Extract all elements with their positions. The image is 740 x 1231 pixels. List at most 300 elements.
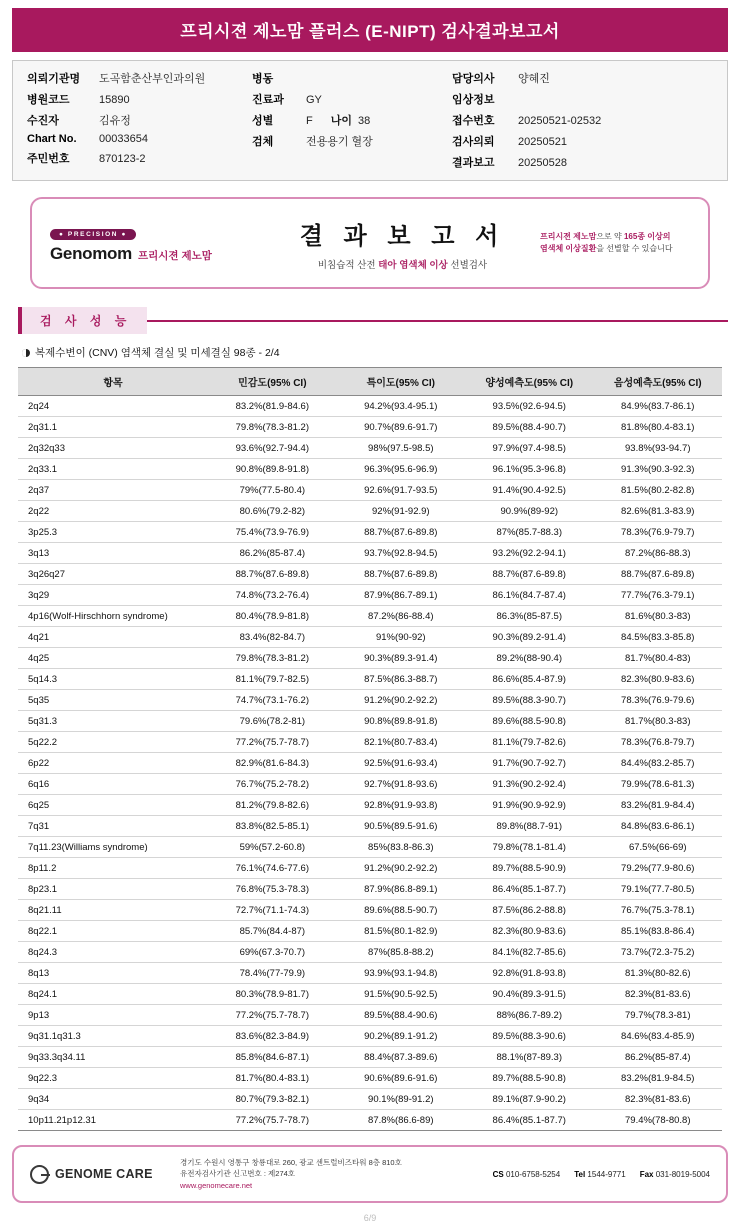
table-cell-item: 6q16 [18,774,208,795]
table-cell-value: 84.4%(83.2-85.7) [593,753,722,774]
table-cell-value: 80.6%(79.2-82) [208,501,336,522]
table-cell-value: 93.2%(92.2-94.1) [465,543,593,564]
table-cell-value: 76.7%(75.3-78.1) [593,900,722,921]
table-cell-value: 87.5%(86.2-88.8) [465,900,593,921]
info-row [27,91,252,107]
table-cell-value: 69%(67.3-70.7) [208,942,336,963]
table-cell-value: 79%(77.5-80.4) [208,480,336,501]
info-row [452,91,713,107]
table-cell-value: 87.9%(86.7-89.1) [337,585,465,606]
info-value: 15890 [99,94,130,106]
table-cell-value: 93.8%(93-94.7) [593,438,722,459]
info-value: GY [306,94,322,106]
table-row [18,1110,722,1131]
table-cell-value: 76.1%(74.6-77.6) [208,858,336,879]
table-row [18,501,722,522]
table-cell-value: 89.2%(88-90.4) [465,648,593,669]
table-cell-item: 8q13 [18,963,208,984]
report-page [0,8,740,1231]
table-cell-value: 79.8%(78.3-81.2) [208,648,336,669]
page-number: 6/9 [363,1213,377,1223]
table-row [18,459,722,480]
table-row [18,942,722,963]
table-cell-value: 88.7%(87.6-89.8) [465,564,593,585]
table-cell-value: 98%(97.5-98.5) [337,438,465,459]
table-cell-value: 78.3%(76.9-79.6) [593,690,722,711]
info-row [27,70,252,86]
table-cell-value: 81.7%(80.4-83.1) [208,1068,336,1089]
table-row [18,1089,722,1110]
table-cell-value: 74.8%(73.2-76.4) [208,585,336,606]
table-cell-value: 90.3%(89.2-91.4) [465,627,593,648]
info-row [452,154,713,170]
patient-info-panel [12,60,728,181]
table-cell-value: 85.1%(83.8-86.4) [593,921,722,942]
info-label: 수진자 [27,115,59,127]
table-cell-value: 94.2%(93.4-95.1) [337,396,465,417]
table-cell-value: 88%(86.7-89.2) [465,1005,593,1026]
table-cell-value: 90.2%(89.1-91.2) [337,1026,465,1047]
table-cell-value: 92.8%(91.8-93.8) [465,963,593,984]
table-cell-value: 93.7%(92.8-94.5) [337,543,465,564]
table-cell-value: 91.3%(90.2-92.4) [465,774,593,795]
info-label-age: 나이 [330,115,352,127]
table-cell-item: 4p16(Wolf-Hirschhorn syndrome) [18,606,208,627]
table-cell-value: 90.1%(89-91.2) [337,1089,465,1110]
table-cell-value: 88.7%(87.6-89.8) [208,564,336,585]
genome-care-name: GENOME CARE [55,1167,153,1181]
table-row [18,417,722,438]
table-cell-value: 81.1%(79.7-82.5) [208,669,336,690]
table-cell-value: 87.2%(86-88.3) [593,543,722,564]
table-row [18,984,722,1005]
table-cell-value: 92%(91-92.9) [337,501,465,522]
table-cell-item: 4q25 [18,648,208,669]
table-cell-item: 6q25 [18,795,208,816]
table-cell-value: 90.7%(89.6-91.7) [337,417,465,438]
table-cell-value: 67.5%(66-69) [593,837,722,858]
table-cell-value: 82.6%(81.3-83.9) [593,501,722,522]
table-cell-value: 88.4%(87.3-89.6) [337,1047,465,1068]
info-row [27,112,252,128]
table-cell-value: 88.7%(87.6-89.8) [337,564,465,585]
info-row [452,112,713,128]
patient-info-col-2 [252,70,452,170]
table-cell-value: 89.5%(88.3-90.7) [465,690,593,711]
table-cell-value: 86.2%(85-87.4) [208,543,336,564]
table-cell-item: 2q32q33 [18,438,208,459]
column-header-npv: 음성예측도(95% CI) [593,368,722,396]
table-cell-value: 87.2%(86-88.4) [337,606,465,627]
report-note-text-2: 을 선별할 수 있습니다 [596,244,673,253]
table-cell-value: 82.3%(80.9-83.6) [593,669,722,690]
footer-panel [12,1145,728,1203]
table-cell-item: 4q21 [18,627,208,648]
info-value: 00033654 [99,133,148,145]
info-value: F [306,115,313,127]
table-cell-value: 76.8%(75.3-78.3) [208,879,336,900]
table-cell-value: 75.4%(73.9-76.9) [208,522,336,543]
report-note-brand: 프리시젼 제노맘 [540,232,597,241]
info-value: 김유정 [99,115,131,127]
info-label: 검체 [252,136,274,148]
info-label: Chart No. [27,133,77,145]
table-cell-value: 90.4%(89.3-91.5) [465,984,593,1005]
table-cell-value: 87%(85.7-88.3) [465,522,593,543]
table-cell-value: 82.3%(81-83.6) [593,1089,722,1110]
table-cell-value: 78.3%(76.8-79.7) [593,732,722,753]
table-cell-value: 81.6%(80.3-83) [593,606,722,627]
table-cell-value: 82.9%(81.6-84.3) [208,753,336,774]
table-cell-value: 79.6%(78.2-81) [208,711,336,732]
table-cell-item: 7q11.23(Williams syndrome) [18,837,208,858]
footer-contact-tel-value: 1544-9771 [587,1169,626,1179]
table-cell-value: 79.9%(78.6-81.3) [593,774,722,795]
info-value: 전용용기 혈장 [306,136,373,148]
section-title: 검 사 성 능 [18,307,147,334]
table-cell-value: 89.1%(87.9-90.2) [465,1089,593,1110]
table-cell-value: 83.2%(81.9-84.4) [593,795,722,816]
footer-address-line-1: 경기도 수원시 영통구 창룡대로 260, 광교 센트럴비즈타워 8층 810호 [180,1157,402,1167]
table-cell-value: 83.2%(81.9-84.6) [208,396,336,417]
footer-contact-fax-value: 031-8019-5004 [655,1169,710,1179]
table-cell-value: 88.1%(87-89.3) [465,1047,593,1068]
table-cell-value: 91.2%(90.2-92.2) [337,858,465,879]
table-cell-value: 81.5%(80.2-82.8) [593,480,722,501]
table-cell-value: 89.7%(88.5-90.8) [465,1068,593,1089]
table-row [18,669,722,690]
section-rule [147,320,728,322]
table-cell-value: 87.9%(86.8-89.1) [337,879,465,900]
table-cell-value: 72.7%(71.1-74.3) [208,900,336,921]
genome-care-logo [30,1165,180,1184]
footer-contact-cs-label: CS [492,1169,504,1179]
table-row [18,627,722,648]
table-row [18,606,722,627]
table-cell-value: 80.3%(78.9-81.7) [208,984,336,1005]
info-value: 20250528 [518,157,567,169]
report-title: 결 과 보 고 서 [299,222,506,250]
table-cell-value: 89.5%(88.4-90.7) [465,417,593,438]
info-value: 20250521-02532 [518,115,602,127]
table-cell-value: 84.1%(82.7-85.6) [465,942,593,963]
info-label: 진료과 [252,94,284,106]
table-cell-value: 74.7%(73.1-76.2) [208,690,336,711]
table-cell-item: 5q22.2 [18,732,208,753]
info-label: 성별 [252,115,274,127]
report-note-text-1: 으로 약 [596,232,624,241]
report-note-line-1 [540,231,690,243]
table-row [18,921,722,942]
table-cell-value: 90.5%(89.5-91.6) [337,816,465,837]
info-label: 접수번호 [452,115,495,127]
table-cell-item: 9q33.3q34.11 [18,1047,208,1068]
info-row [452,133,713,149]
table-cell-item: 9q31.1q31.3 [18,1026,208,1047]
footer-contact-cs-value: 010-6758-5254 [505,1169,561,1179]
report-title-block [265,216,540,271]
info-label: 의뢰기관명 [27,73,81,85]
table-cell-item: 2q37 [18,480,208,501]
footer-contact-fax [640,1170,710,1179]
table-cell-item: 8q24.1 [18,984,208,1005]
table-cell-value: 86.4%(85.1-87.7) [465,879,593,900]
table-header-row [18,368,722,396]
table-cell-value: 84.6%(83.4-85.9) [593,1026,722,1047]
table-row [18,1005,722,1026]
table-cell-value: 83.6%(82.3-84.9) [208,1026,336,1047]
table-cell-value: 81.5%(80.1-82.9) [337,921,465,942]
report-note-count: 165종 이상의 [623,232,671,241]
table-cell-item: 6p22 [18,753,208,774]
info-label: 결과보고 [452,157,495,169]
table-cell-value: 80.4%(78.9-81.8) [208,606,336,627]
table-cell-value: 87.5%(86.3-88.7) [337,669,465,690]
brand-name-kr: 프리시젼 제노맘 [137,249,212,262]
table-cell-item: 2q22 [18,501,208,522]
table-cell-value: 96.3%(95.6-96.9) [337,459,465,480]
table-cell-value: 97.9%(97.4-98.5) [465,438,593,459]
info-label: 병동 [252,73,274,85]
subsection-title-row [22,345,728,360]
table-cell-value: 86.4%(85.1-87.7) [465,1110,593,1131]
table-cell-item: 2q24 [18,396,208,417]
subsection-title: 복제수변이 (CNV) 염색체 결실 및 미세결실 98종 - 2/4 [35,347,280,359]
table-cell-value: 89.6%(88.5-90.7) [337,900,465,921]
info-row [27,133,252,145]
info-value-age: 38 [358,115,371,127]
table-cell-value: 88.7%(87.6-89.8) [337,522,465,543]
table-cell-item: 3q13 [18,543,208,564]
brand-name: Genomom [50,243,132,263]
footer-contact-cs [493,1170,561,1179]
table-row [18,732,722,753]
table-cell-value: 77.7%(76.3-79.1) [593,585,722,606]
info-row [452,70,713,86]
table-cell-item: 2q33.1 [18,459,208,480]
table-cell-value: 92.6%(91.7-93.5) [337,480,465,501]
table-cell-value: 86.6%(85.4-87.9) [465,669,593,690]
table-row [18,963,722,984]
table-cell-value: 79.7%(78.3-81) [593,1005,722,1026]
table-cell-value: 91.9%(90.9-92.9) [465,795,593,816]
table-cell-value: 83.4%(82-84.7) [208,627,336,648]
table-row [18,396,722,417]
table-row [18,711,722,732]
table-cell-value: 85%(83.8-86.3) [337,837,465,858]
table-cell-value: 81.1%(79.7-82.6) [465,732,593,753]
table-cell-value: 86.1%(84.7-87.4) [465,585,593,606]
table-cell-item: 5q31.3 [18,711,208,732]
table-row [18,543,722,564]
table-cell-value: 89.5%(88.4-90.6) [337,1005,465,1026]
genome-care-mark-icon [30,1165,49,1184]
footer-address [180,1157,493,1192]
table-row [18,837,722,858]
table-cell-value: 79.8%(78.3-81.2) [208,417,336,438]
table-cell-item: 8p11.2 [18,858,208,879]
column-header-ppv: 양성예측도(95% CI) [465,368,593,396]
performance-table [18,367,722,1131]
table-row [18,585,722,606]
table-cell-value: 84.9%(83.7-86.1) [593,396,722,417]
patient-info-col-3 [452,70,713,170]
table-cell-value: 90.9%(89-92) [465,501,593,522]
table-cell-value: 83.8%(82.5-85.1) [208,816,336,837]
table-cell-value: 91.4%(90.4-92.5) [465,480,593,501]
table-cell-value: 86.3%(85-87.5) [465,606,593,627]
table-cell-value: 79.8%(78.1-81.4) [465,837,593,858]
table-cell-value: 79.4%(78-80.8) [593,1110,722,1131]
table-cell-value: 77.2%(75.7-78.7) [208,1005,336,1026]
report-subtitle-suffix: 선별검사 [447,259,488,271]
table-row [18,690,722,711]
table-cell-value: 91.3%(90.3-92.3) [593,459,722,480]
table-cell-item: 9q22.3 [18,1068,208,1089]
table-cell-item: 2q31.1 [18,417,208,438]
table-cell-value: 90.3%(89.3-91.4) [337,648,465,669]
page-title: 프리시젼 제노맘 플러스 (E-NIPT) 검사결과보고서 [12,8,728,52]
table-cell-item: 5q35 [18,690,208,711]
section-header [18,307,728,334]
table-cell-value: 92.7%(91.8-93.6) [337,774,465,795]
table-row [18,522,722,543]
table-cell-value: 91.5%(90.5-92.5) [337,984,465,1005]
bullet-icon [22,349,30,357]
table-cell-value: 81.2%(79.8-82.6) [208,795,336,816]
info-label: 검사의뢰 [452,136,495,148]
table-cell-value: 91.2%(90.2-92.2) [337,690,465,711]
table-cell-value: 93.6%(92.7-94.4) [208,438,336,459]
table-cell-value: 90.6%(89.6-91.6) [337,1068,465,1089]
info-row [27,150,252,166]
table-cell-value: 83.2%(81.9-84.5) [593,1068,722,1089]
table-cell-value: 59%(57.2-60.8) [208,837,336,858]
table-cell-item: 5q14.3 [18,669,208,690]
table-cell-item: 3q29 [18,585,208,606]
report-note [540,231,690,255]
report-subtitle-prefix: 비침습적 산전 [317,259,379,271]
table-cell-item: 10p11.21p12.31 [18,1110,208,1131]
table-row [18,816,722,837]
brand-line [50,244,265,264]
info-value: 870123-2 [99,153,146,165]
table-cell-value: 87.8%(86.6-89) [337,1110,465,1131]
table-cell-value: 93.5%(92.6-94.5) [465,396,593,417]
table-row [18,795,722,816]
table-cell-value: 81.7%(80.4-83) [593,648,722,669]
table-cell-item: 3p25.3 [18,522,208,543]
table-row [18,648,722,669]
table-row [18,1026,722,1047]
info-label: 주민번호 [27,153,70,165]
report-note-line-2 [540,243,690,255]
table-cell-item: 8q21.11 [18,900,208,921]
table-cell-value: 89.6%(88.5-90.8) [465,711,593,732]
table-cell-value: 80.7%(79.3-82.1) [208,1089,336,1110]
table-row [18,1047,722,1068]
table-cell-value: 79.2%(77.9-80.6) [593,858,722,879]
table-row [18,858,722,879]
table-cell-value: 81.7%(80.3-83) [593,711,722,732]
table-cell-value: 92.8%(91.9-93.8) [337,795,465,816]
table-cell-value: 85.7%(84.4-87) [208,921,336,942]
footer-contact-tel [574,1170,625,1179]
table-body [18,396,722,1131]
footer-contact-fax-label: Fax [639,1169,654,1179]
table-row [18,753,722,774]
info-label: 병원코드 [27,94,70,106]
table-cell-value: 79.1%(77.7-80.5) [593,879,722,900]
report-subtitle-highlight: 태아 염색체 이상 [378,259,448,271]
info-value: 양혜진 [518,73,550,85]
table-cell-value: 82.3%(81-83.6) [593,984,722,1005]
table-cell-value: 89.5%(88.3-90.6) [465,1026,593,1047]
report-note-disease: 염색체 이상질환 [540,244,597,253]
precision-badge: ● PRECISION ● [50,229,136,240]
table-cell-item: 9q34 [18,1089,208,1110]
table-cell-value: 89.8%(88.7-91) [465,816,593,837]
footer-contact-tel-label: Tel [574,1169,586,1179]
info-row-gender-age [252,112,452,128]
table-row [18,879,722,900]
table-row [18,1068,722,1089]
table-cell-value: 78.4%(77-79.9) [208,963,336,984]
patient-info-col-1 [27,70,252,170]
brand-block [50,223,265,264]
table-cell-value: 81.8%(80.4-83.1) [593,417,722,438]
table-row [18,900,722,921]
table-cell-value: 87%(85.8-88.2) [337,942,465,963]
table-row [18,480,722,501]
footer-contacts [493,1170,710,1179]
table-cell-item: 8q22.1 [18,921,208,942]
table-cell-value: 91.7%(90.7-92.7) [465,753,593,774]
table-row [18,438,722,459]
info-value: 20250521 [518,136,567,148]
column-header-item: 항목 [18,368,208,396]
table-cell-value: 91%(90-92) [337,627,465,648]
table-cell-item: 3q26q27 [18,564,208,585]
table-cell-value: 84.8%(83.6-86.1) [593,816,722,837]
table-cell-item: 9p13 [18,1005,208,1026]
table-cell-value: 90.8%(89.8-91.8) [208,459,336,480]
table-row [18,774,722,795]
table-cell-item: 8q24.3 [18,942,208,963]
report-subtitle [265,257,540,271]
table-cell-value: 82.1%(80.7-83.4) [337,732,465,753]
info-row [252,133,452,149]
table-cell-item: 8p23.1 [18,879,208,900]
info-value: 도곡함춘산부인과의원 [99,73,206,85]
column-header-specificity: 특이도(95% CI) [337,368,465,396]
table-cell-value: 82.3%(80.9-83.6) [465,921,593,942]
column-header-sensitivity: 민감도(95% CI) [208,368,336,396]
table-cell-value: 92.5%(91.6-93.4) [337,753,465,774]
footer-website-link[interactable]: www.genomecare.net [180,1180,253,1190]
table-row [18,564,722,585]
table-cell-value: 96.1%(95.3-96.8) [465,459,593,480]
table-cell-value: 88.7%(87.6-89.8) [593,564,722,585]
footer-address-line-2: 유전자검사기관 신고번호 : 제274호 [180,1169,296,1179]
table-cell-value: 93.9%(93.1-94.8) [337,963,465,984]
table-cell-value: 77.2%(75.7-78.7) [208,732,336,753]
table-cell-value: 89.7%(88.5-90.9) [465,858,593,879]
info-label: 임상정보 [452,94,495,106]
info-label: 담당의사 [452,73,495,85]
table-cell-value: 78.3%(76.9-79.7) [593,522,722,543]
table-cell-item: 7q31 [18,816,208,837]
